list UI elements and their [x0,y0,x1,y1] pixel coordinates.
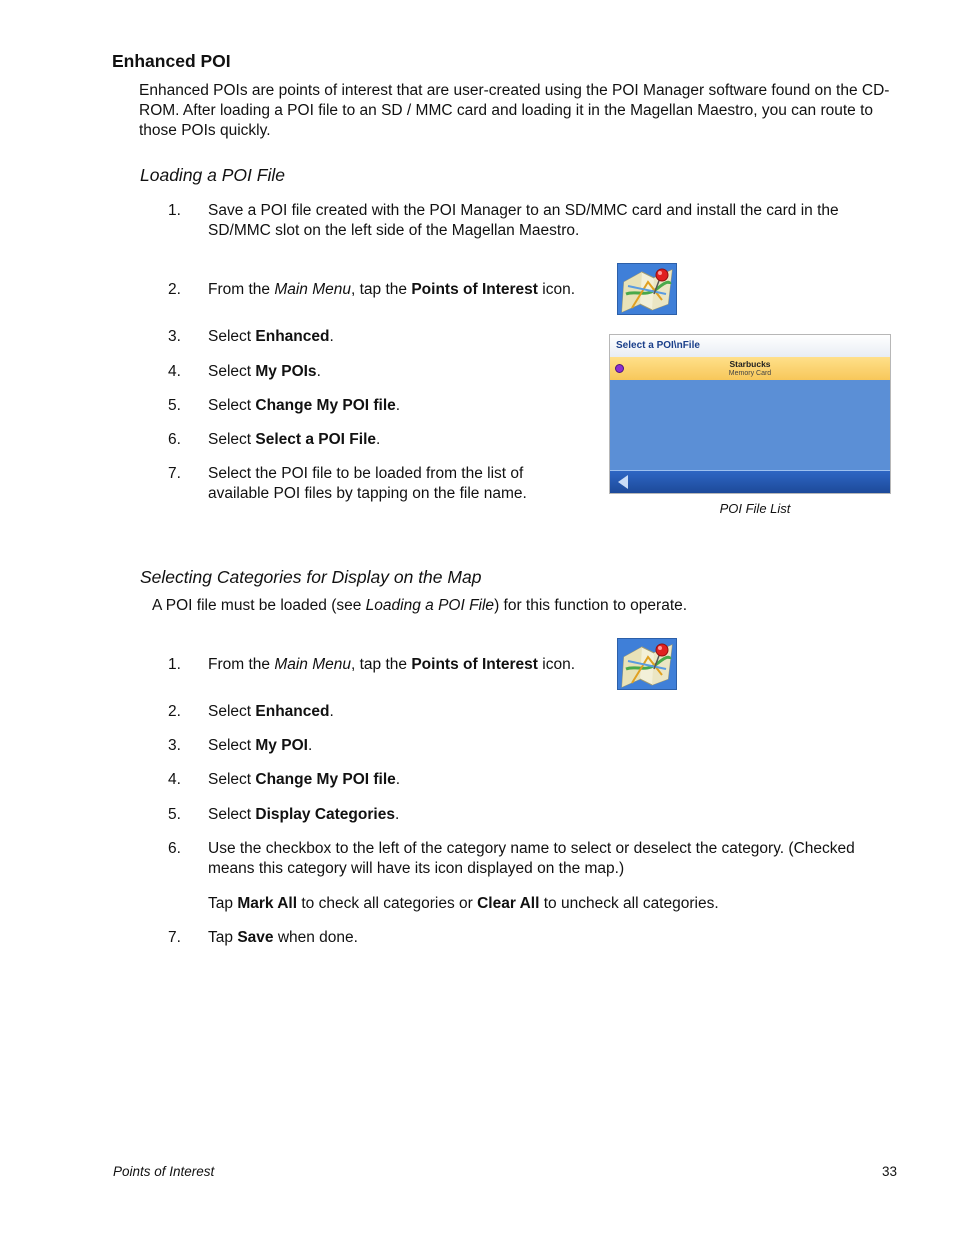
text: icon. [537,281,576,298]
option-name: My POIs [255,363,317,380]
text: Select [208,737,256,754]
text: to check all categories or [297,895,478,912]
text: Select [208,328,256,345]
step-number: 7. [168,465,181,482]
step-text [208,894,719,914]
option-name: Enhanced [255,328,330,345]
screen-bottom-bar [610,470,890,493]
step-text [208,280,575,300]
footer-chapter: Points of Interest [113,1164,215,1179]
categories-note [152,596,687,616]
poi-map-icon [617,638,677,690]
step-text: Select the POI file to be loaded from the list of available POI files by tapping on the file name. [208,465,527,502]
section-reference: Loading a POI File [365,597,495,614]
text: to uncheck all categories. [539,895,719,912]
option-name: Display Categories [255,806,395,823]
step-text [208,362,321,382]
option-name: Select a POI File [255,431,376,448]
button-name: Mark All [237,895,298,912]
step-number: 1. [168,202,181,219]
text: , tap the [351,656,412,673]
text: Select [208,363,256,380]
step-number: 2. [168,703,181,720]
text: . [394,806,400,823]
text: Select [208,397,256,414]
button-name: Save [237,929,274,946]
text: . [329,328,334,345]
step-text [208,770,400,790]
back-arrow-icon[interactable] [618,475,628,489]
step-number: 5. [168,806,181,823]
step-number: 7. [168,929,181,946]
text: . [307,737,313,754]
step-text [208,736,312,756]
poi-file-location: Memory Card [728,370,772,377]
figure-caption: POI File List [719,501,791,516]
step-number: 3. [168,737,181,754]
text: . [376,431,381,448]
menu-name: Main Menu [274,656,352,673]
text: Select [208,431,256,448]
loading-heading: Loading a POI File [140,165,285,185]
text: , tap the [351,281,412,298]
step-number: 6. [168,431,181,448]
step-number: 6. [168,840,181,857]
text: . [395,397,401,414]
option-name: Change My POI file [255,771,396,788]
text: Select [208,771,256,788]
text: . [395,771,401,788]
poi-file-name: Starbucks [729,359,771,369]
text: Tap [208,895,238,912]
step-number: 3. [168,328,181,345]
option-name: My POI [255,737,308,754]
poi-map-icon [617,263,677,315]
step-text [208,805,399,825]
poi-file-list-item[interactable] [610,357,890,380]
text: when done. [273,929,358,946]
text: . [329,703,334,720]
step-number: 2. [168,281,181,298]
text: ) for this function to operate. [494,597,688,614]
categories-heading: Selecting Categories for Display on the Map [140,567,482,587]
text: Select [208,806,256,823]
screen-title: Select a POI\nFile [610,335,890,357]
step-number: 5. [168,397,181,414]
option-name: Enhanced [255,703,330,720]
step-text [208,655,575,675]
menu-item-name: Points of Interest [411,281,538,298]
option-name: Change My POI file [255,397,396,414]
poi-file-list-screenshot [609,334,891,494]
text: From the [208,656,275,673]
text: A POI file must be loaded (see [152,597,366,614]
text: . [316,363,321,380]
step-text [208,327,334,347]
text: Tap [208,929,238,946]
page-number: 33 [882,1164,898,1179]
step-text [208,702,334,722]
menu-name: Main Menu [274,281,352,298]
step-number: 4. [168,363,181,380]
button-name: Clear All [477,895,540,912]
text: From the [208,281,275,298]
step-text [208,430,380,450]
step-text [208,928,358,948]
step-number: 1. [168,656,181,673]
text: Select [208,703,256,720]
step-text [208,396,400,416]
step-number: 4. [168,771,181,788]
step-text: Save a POI file created with the POI Manager to an SD/MMC card and install the card in the SD/MMC slot on the left side of the Magellan Maestro. [208,202,839,239]
intro-paragraph: Enhanced POIs are points of interest that are user-created using the POI Manager software found on the CD-ROM. After loading a POI file to an SD / MMC card and loading it in the Magellan Maestro, you can route to those POIs quickly. [139,82,890,139]
text: icon. [537,656,576,673]
step-text: Use the checkbox to the left of the category name to select or deselect the category. (Checked means this category will have its icon displayed on the map.) [208,840,855,877]
section-title: Enhanced POI [112,51,231,71]
menu-item-name: Points of Interest [411,656,538,673]
